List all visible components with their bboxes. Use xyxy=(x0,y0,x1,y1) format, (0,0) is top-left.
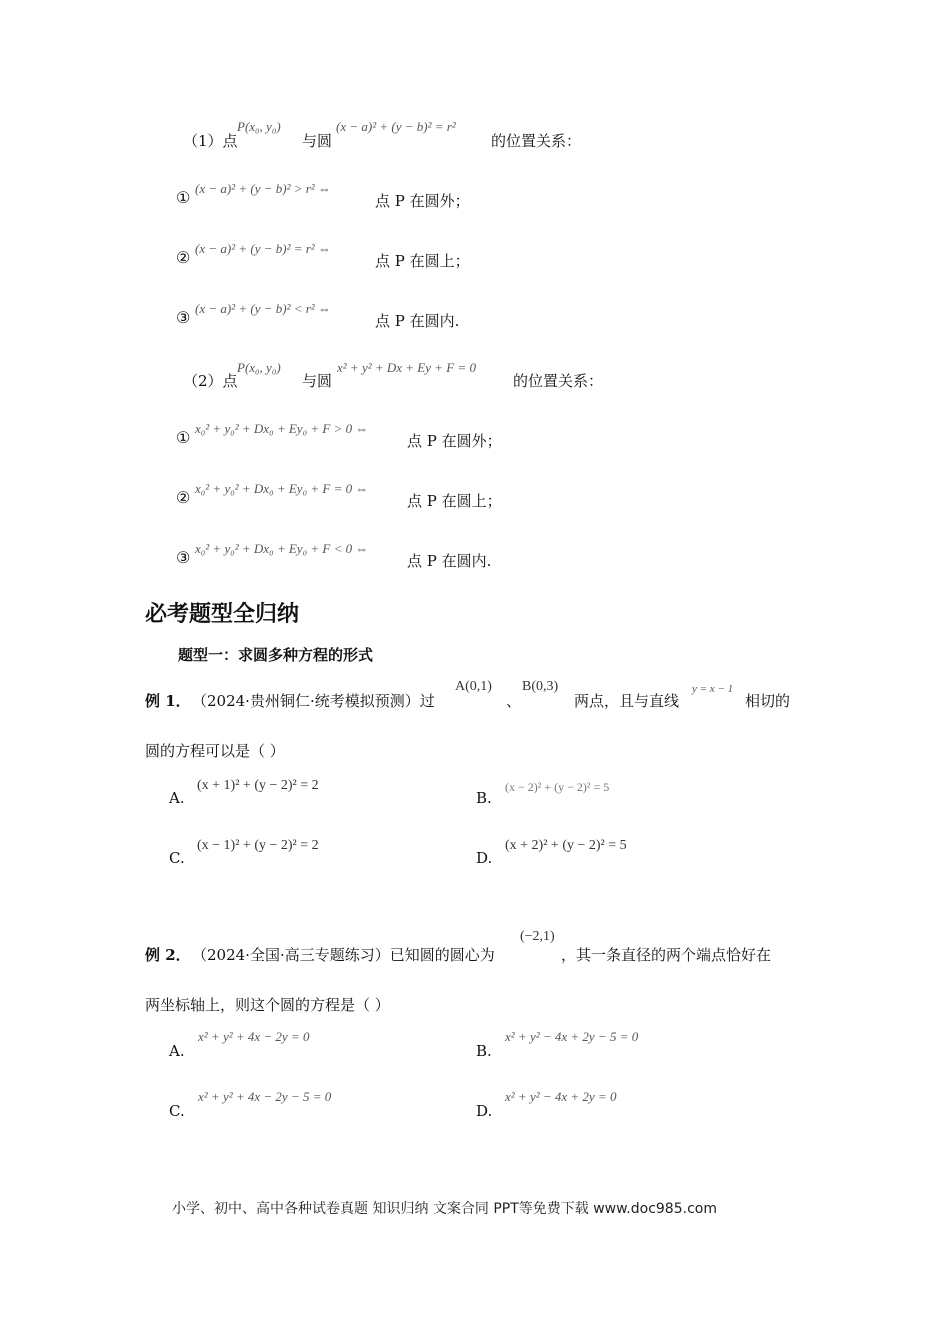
condition-formula: (x − a)² + (y − b)² = r² ⇔ xyxy=(195,241,331,256)
option-b-formula[interactable]: x² + y² − 4x + 2y − 5 = 0 xyxy=(505,1029,639,1044)
relation-text: 的位置关系： xyxy=(491,132,582,150)
option-b-formula[interactable]: (x − 2)² + (y − 2)² = 5 xyxy=(505,780,610,794)
option-c-formula[interactable]: x² + y² + 4x − 2y − 5 = 0 xyxy=(198,1089,332,1104)
example-mid-text: 两点，且与直线 xyxy=(574,692,680,710)
example-end-text: ，其一条直径的两个端点恰好在 xyxy=(561,946,772,964)
point-p-formula: P(x₀, y₀) xyxy=(237,360,281,375)
option-a-letter[interactable]: A. xyxy=(169,1042,185,1060)
item-number: ① xyxy=(176,428,191,447)
option-a-letter[interactable]: A. xyxy=(169,789,185,807)
footer-text: 小学、初中、高中各种试卷真题 知识归纳 文案合同 PPT等免费下载 www.doc985.com xyxy=(172,1201,717,1217)
option-d-formula[interactable]: x² + y² − 4x + 2y = 0 xyxy=(505,1089,617,1104)
condition-formula: x₀² + y₀² + Dx₀ + Ey₀ + F = 0 ⇔ xyxy=(195,481,369,496)
item-number: ② xyxy=(176,248,191,267)
section-heading: 必考题型全归纳 xyxy=(145,602,300,627)
option-c-letter[interactable]: C. xyxy=(169,849,185,867)
example-label: 例 2． xyxy=(145,946,191,964)
example-question-line: 圆的方程可以是（ ） xyxy=(145,742,285,760)
item-number: ① xyxy=(176,188,191,207)
condition-result: 点 P 在圆上； xyxy=(375,252,470,270)
circle-general-equation: x² + y² + Dx + Ey + F = 0 xyxy=(337,360,477,375)
relation-text: 的位置关系： xyxy=(513,372,604,390)
condition-formula: x₀² + y₀² + Dx₀ + Ey₀ + F < 0 ⇔ xyxy=(195,541,369,556)
example-source: （2024·贵州铜仁·统考模拟预测）过 xyxy=(192,692,435,710)
item-number: ② xyxy=(176,488,191,507)
option-c-letter[interactable]: C. xyxy=(169,1102,185,1120)
with-circle-text: 与圆 xyxy=(302,372,333,390)
example-source: （2024·全国·高三专题练习）已知圆的圆心为 xyxy=(192,946,495,964)
option-a-formula[interactable]: x² + y² + 4x − 2y = 0 xyxy=(198,1029,310,1044)
option-d-formula[interactable]: (x + 2)² + (y − 2)² = 5 xyxy=(505,838,627,853)
example-question-line: 两坐标轴上，则这个圆的方程是（ ） xyxy=(145,996,390,1014)
section-1-intro: （1）点 xyxy=(183,132,238,150)
condition-result: 点 P 在圆外； xyxy=(375,192,470,210)
condition-formula: (x − a)² + (y − b)² < r² ⇔ xyxy=(195,301,331,316)
option-d-letter[interactable]: D. xyxy=(476,849,493,867)
condition-result: 点 P 在圆上； xyxy=(407,492,502,510)
line-equation: y = x − 1 xyxy=(692,683,734,695)
point-a: A(0,1) xyxy=(455,679,492,694)
separator: 、 xyxy=(506,692,522,710)
point-b: B(0,3) xyxy=(522,679,559,694)
example-label: 例 1． xyxy=(145,692,191,710)
condition-formula: x₀² + y₀² + Dx₀ + Ey₀ + F > 0 ⇔ xyxy=(195,421,369,436)
section-2-intro: （2）点 xyxy=(183,372,238,390)
option-d-letter[interactable]: D. xyxy=(476,1102,493,1120)
example-end-text: 相切的 xyxy=(745,692,791,710)
circle-standard-equation: (x − a)² + (y − b)² = r² xyxy=(336,119,456,134)
condition-result: 点 P 在圆外； xyxy=(407,432,502,450)
circle-center: (−2,1) xyxy=(520,929,555,944)
option-c-formula[interactable]: (x − 1)² + (y − 2)² = 2 xyxy=(197,838,319,853)
condition-formula: (x − a)² + (y − b)² > r² ⇔ xyxy=(195,181,331,196)
option-b-letter[interactable]: B. xyxy=(476,789,492,807)
point-p-formula: P(x₀, y₀) xyxy=(237,119,281,134)
item-number: ③ xyxy=(176,548,191,567)
with-circle-text: 与圆 xyxy=(302,132,333,150)
subheading: 题型一：求圆多种方程的形式 xyxy=(178,646,374,664)
option-b-letter[interactable]: B. xyxy=(476,1042,492,1060)
item-number: ③ xyxy=(176,308,191,327)
option-a-formula[interactable]: (x + 1)² + (y − 2)² = 2 xyxy=(197,778,319,793)
condition-result: 点 P 在圆内. xyxy=(375,312,460,330)
condition-result: 点 P 在圆内. xyxy=(407,552,492,570)
